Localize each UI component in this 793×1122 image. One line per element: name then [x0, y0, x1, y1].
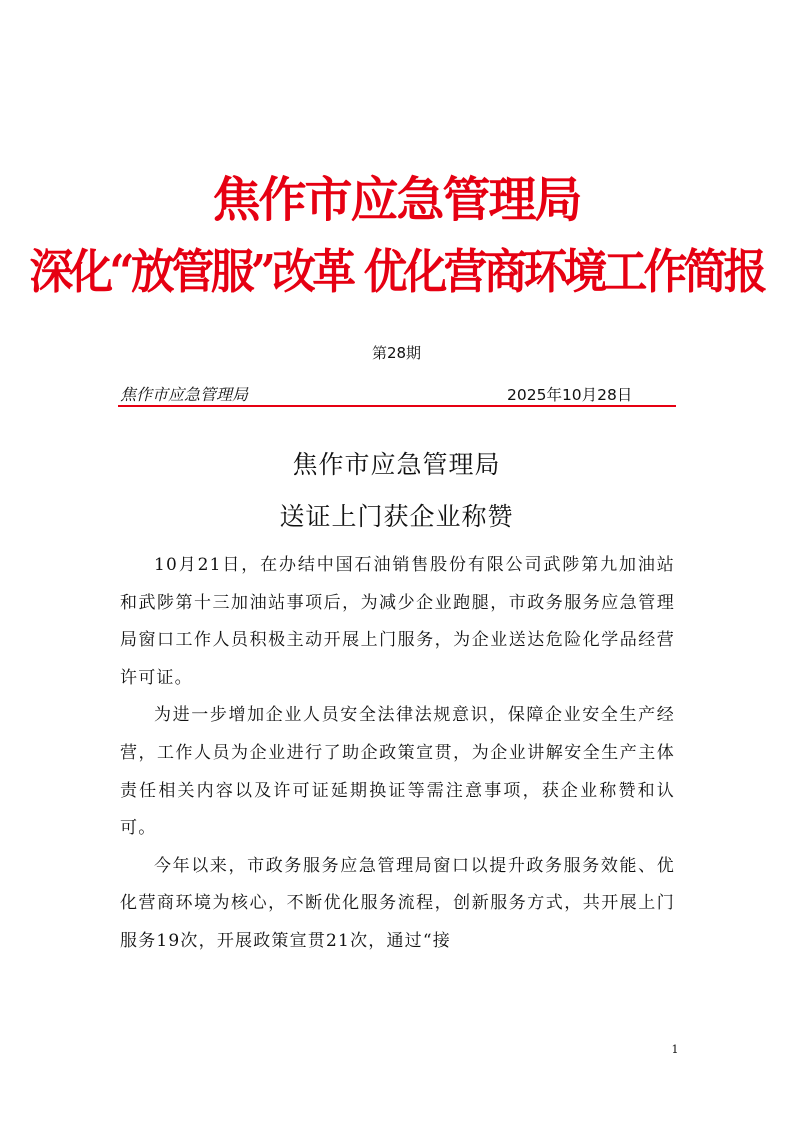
article-title-line1: 焦作市应急管理局 — [292, 450, 501, 479]
article-body — [120, 547, 675, 961]
issuer-name: 焦作市应急管理局 — [120, 385, 249, 404]
issue-number: 第28期 — [371, 344, 422, 362]
page-number: 1 — [671, 1043, 679, 1056]
article-title-line2: 送证上门获企业称赞 — [279, 502, 514, 531]
issue-date: 2025年10月28日 — [507, 386, 633, 404]
paragraph-2: 为进一步增加企业人员安全法律法规意识，保障企业安全生产经营，工作人员为企业进行了助企政策宣贯，为企业讲解安全生产主体责任相关内容以及许可证延期换证等需注意事项，获企业称赞和认可。 — [120, 705, 675, 839]
masthead-subtitle: 深化“放管服”改革 优化营商环境工作简报 — [29, 245, 764, 300]
paragraph-1: 10月21日，在办结中国石油销售股份有限公司武陟第九加油站和武陟第十三加油站事项后，为减少企业跑腿，市政务服务应急管理局窗口工作人员积极主动开展上门服务，为企业送达危险化学品经营许可证。 — [120, 555, 675, 688]
red-divider — [118, 405, 676, 407]
masthead-title: 焦作市应急管理局 — [212, 172, 581, 228]
paragraph-3: 今年以来，市政务服务应急管理局窗口以提升政务服务效能、优化营商环境为核心，不断优化服务流程，创新服务方式，共开展上门服务19次，开展政策宣贯21次，通过“接 — [120, 855, 675, 951]
